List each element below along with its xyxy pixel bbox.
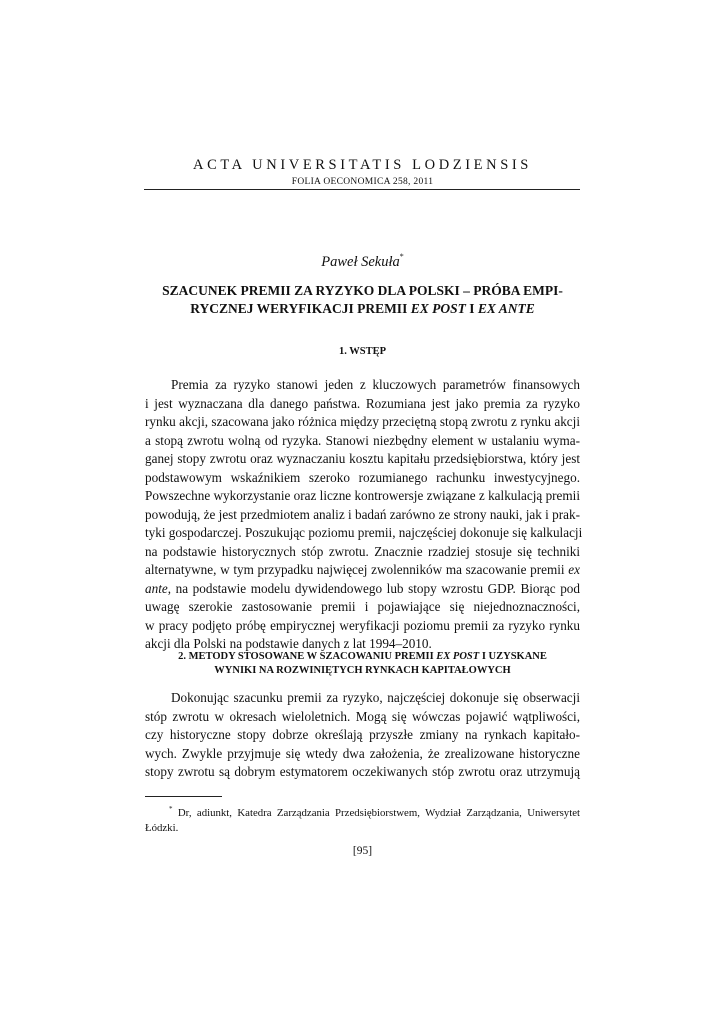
footnote-mark: * xyxy=(169,805,173,813)
paragraph-line xyxy=(145,561,580,580)
heading-ex-post: EX POST xyxy=(436,651,480,662)
paragraph-line: Dokonując szacunku premii za ryzyko, najczęściej dokonuje się obserwacji xyxy=(171,690,580,705)
paragraph-line: Powszechne wykorzystanie oraz liczne kontrowersje związane z kalkulacją premii xyxy=(145,488,580,503)
section-2-paragraph xyxy=(145,689,580,782)
journal-folio: FOLIA OECONOMICA 258, 2011 xyxy=(291,177,434,187)
paragraph-line: akcji dla Polski na podstawie danych z lat 1994–2010. xyxy=(145,636,432,651)
footnote-rule xyxy=(145,796,222,797)
paragraph-line: powodują, że jest przedmiotem analiz i badań zarówno ze strony nauki, jak i prak- xyxy=(145,506,580,522)
title-line-2-part: RYCZNEJ WERYFIKACJI PREMII xyxy=(190,301,411,316)
paragraph-line: rynku akcji, szacowana jako różnica między przeciętną stopą zwrotu z rynku akcji xyxy=(145,414,580,429)
author-footnote-mark: * xyxy=(399,252,404,261)
paragraph-line: podstawowym wskaźnikiem szeroko rozumianego rachunku inwestycyjnego. xyxy=(145,469,580,485)
section-2-heading-line-1 xyxy=(145,650,580,664)
italic-ex: ex xyxy=(568,562,580,577)
paragraph-line: w pracy podjęto próbę empirycznej weryfikacji poziomu premii za ryzyko rynku xyxy=(145,617,580,633)
title-ex-post: EX POST xyxy=(410,301,466,316)
author-name xyxy=(145,252,580,271)
heading-part: I UZYSKANE xyxy=(479,651,547,662)
title-line-2 xyxy=(145,300,580,318)
section-1-heading: 1. WSTĘP xyxy=(338,346,387,357)
footnote xyxy=(145,802,580,836)
paragraph-line: i jest wyznaczana dla danego państwa. Rozumiana jest jako premia za ryzyko xyxy=(145,395,580,411)
heading-part: 2. METODY STOSOWANE W SZACOWANIU PREMII xyxy=(178,651,437,662)
section-1-paragraph xyxy=(145,376,583,654)
section-2-heading-line-2: WYNIKI NA ROZWINIĘTYCH RYNKACH KAPITAŁOWYCH xyxy=(214,665,511,676)
paper-title xyxy=(145,282,580,318)
paragraph-line: czy historyczne stopy dobrze określają przyszłe zmiany na rynkach kapitało- xyxy=(145,727,580,742)
author-name-text: Paweł Sekuła xyxy=(321,254,400,270)
title-line-2-part: I xyxy=(465,301,478,316)
title-ex-ante: EX ANTE xyxy=(477,301,535,316)
paragraph-line: stopy zwrotu są dobrym estymatorem oczekiwanych stóp zwrotu oraz utrzymują xyxy=(145,764,580,779)
journal-title: ACTA UNIVERSITATIS LODZIENSIS xyxy=(193,157,532,173)
footnote-line xyxy=(145,802,580,821)
footnote-line: Łódzki. xyxy=(145,822,179,834)
header-rule xyxy=(144,189,580,190)
paragraph-line: uwagę szerokie zastosowanie premii i pojawiające się niejednoznaczności, xyxy=(145,599,580,614)
paragraph-line xyxy=(145,580,580,599)
paragraph-line: Premia za ryzyko stanowi jeden z kluczowych parametrów finansowych xyxy=(171,377,580,392)
paragraph-line: ganej stopy zwrotu oraz wyznaczaniu kosztu kapitału przedsiębiorstwa, który jest xyxy=(145,451,580,466)
italic-ante: ante xyxy=(145,580,168,596)
page-number: [95] xyxy=(352,845,373,857)
paragraph-line: na podstawie historycznych stóp zwrotu. Znacznie rzadziej stosuje się techniki xyxy=(145,543,580,559)
line-text: , na podstawie modelu dywidendowego lub stopy wzrostu GDP. Biorąc pod xyxy=(167,580,580,596)
paragraph-line: wych. Zwykle przyjmuje się wtedy dwa założenia, że zrealizowane historyczne xyxy=(145,745,580,761)
footnote-text: Dr, adiunkt, Katedra Zarządzania Przedsiębiorstwem, Wydział Zarządzania, Uniwersytet xyxy=(172,807,580,819)
section-2-heading xyxy=(145,650,580,678)
line-text: alternatywne, w tym przypadku najwięcej zwolenników ma szacowanie premii xyxy=(145,562,569,577)
paragraph-line: a stopą zwrotu wolną od ryzyka. Stanowi niezbędny element w ustalaniu wyma- xyxy=(145,432,580,448)
paragraph-line: tyki gospodarczej. Poszukując poziomu premii, najczęściej dokonuje się kalkulacji xyxy=(145,525,583,540)
paragraph-line: stóp zwrotu w okresach wieloletnich. Mogą się wówczas pojawić wątpliwości, xyxy=(145,708,580,724)
title-line-1: SZACUNEK PREMII ZA RYZYKO DLA POLSKI – PRÓBA EMPI- xyxy=(162,283,563,298)
